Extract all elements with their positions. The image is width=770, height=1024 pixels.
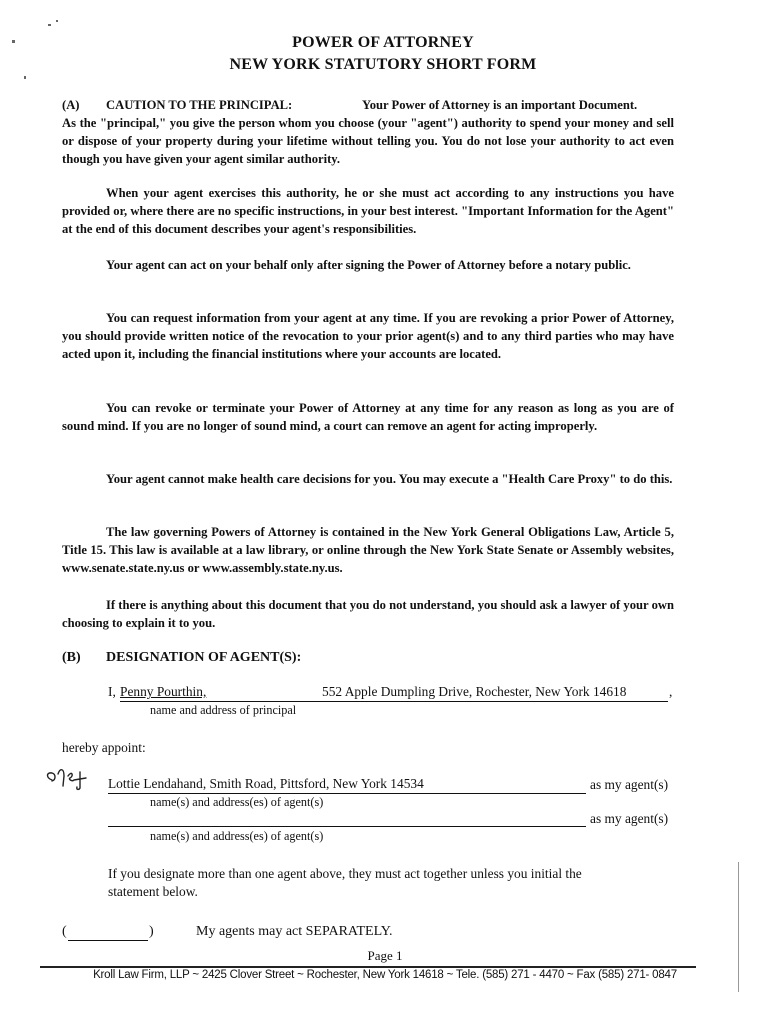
separately-initial-field[interactable]: [68, 940, 148, 941]
section-b-label: (B): [62, 650, 81, 665]
section-a-lead: Your Power of Attorney is an important Document.: [362, 98, 638, 112]
separately-text: My agents may act SEPARATELY.: [196, 924, 393, 939]
principal-address-field[interactable]: 552 Apple Dumpling Drive, Rochester, New York 14618: [322, 684, 627, 699]
principal-trailing-comma: ,: [669, 684, 673, 699]
footer-firm-info: Kroll Law Firm, LLP ~ 2425 Clover Street ~ Rochester, New York 14618 ~ Tele. (585) 271 - 4470 ~ Fax (585) 271- 0847: [93, 969, 677, 981]
section-b-heading: [62, 650, 301, 666]
document-subtitle: NEW YORK STATUTORY SHORT FORM: [229, 56, 537, 73]
designation-note-line-1: If you designate more than one agent above, they must act together unless you initial the: [108, 866, 582, 881]
principal-underline: [120, 701, 668, 702]
caution-paragraph-1: As the "principal," you give the person whom you choose (your "agent") authority to spend your money and sell or dispose of your property during your lifetime without telling you. You do not lose your authority to act even though you have given your agent similar authority.: [62, 116, 674, 167]
agent-1-suffix: as my agent(s): [590, 777, 669, 792]
separately-open-paren: (: [62, 924, 67, 939]
caution-paragraph-5: You can revoke or terminate your Power of Attorney at any time for any reason as long as you are of sound mind. If you are no longer of sound mind, a court can remove an agent for acting improperly.: [62, 401, 674, 434]
principal-name-field[interactable]: Penny Pourthin,: [120, 684, 207, 699]
scan-speck: [24, 76, 26, 79]
scan-speck: [56, 20, 58, 22]
section-a-heading: [62, 96, 674, 114]
principal-caption: name and address of principal: [150, 703, 297, 717]
section-b-caption: DESIGNATION OF AGENT(S):: [106, 650, 302, 665]
caution-paragraph-6: Your agent cannot make health care decisions for you. You may execute a "Health Care Proxy" to do this.: [106, 472, 673, 486]
caution-paragraph-3: Your agent can act on your behalf only after signing the Power of Attorney before a notary public.: [106, 258, 631, 272]
caution-paragraph-4: You can request information from your agent at any time. If you are revoking a prior Power of Attorney, you should provide written notice of the revocation to your prior agent(s) and to any third parties who may have acted upon it, including the financial institutions where your accounts are located.: [62, 311, 674, 362]
designation-note-line-2: statement below.: [108, 884, 198, 899]
handwritten-initials-signature: [44, 766, 90, 792]
scan-speck: [48, 24, 51, 26]
appoint-text: hereby appoint:: [62, 740, 146, 755]
document-title: POWER OF ATTORNEY: [292, 34, 474, 51]
caution-paragraph-7: The law governing Powers of Attorney is contained in the New York General Obligations Law, Article 5, Title 15. This law is available at a law library, or online through the New York State Senate or Assembly websites, www.senate.state.ny.us or www.assembly.state.ny.us.: [62, 525, 674, 576]
footer-rule: [40, 966, 696, 968]
section-a-caption: CAUTION TO THE PRINCIPAL:: [106, 98, 293, 112]
page-number: Page 1: [367, 948, 403, 963]
separately-close-paren: ): [149, 924, 154, 939]
caution-paragraph-2: When your agent exercises this authority, he or she must act according to any instructions you have provided or, where there are no specific instructions, in your best interest. "Important Information for the Agent" at the end of this document describes your agent's responsibilities.: [62, 186, 674, 237]
section-a-label: (A): [62, 98, 80, 112]
agent-1-underline: [108, 793, 586, 794]
agent-2-field[interactable]: [108, 826, 586, 827]
agent-2-caption: name(s) and address(es) of agent(s): [150, 829, 324, 843]
agent-1-caption: name(s) and address(es) of agent(s): [150, 795, 324, 809]
principal-prefix: I,: [108, 684, 116, 699]
caution-paragraph-8: If there is anything about this document that you do not understand, you should ask a lawyer of your own choosing to explain it to you.: [62, 598, 674, 631]
agent-2-suffix: as my agent(s): [590, 811, 669, 826]
agent-1-field[interactable]: Lottie Lendahand, Smith Road, Pittsford, New York 14534: [108, 776, 424, 791]
